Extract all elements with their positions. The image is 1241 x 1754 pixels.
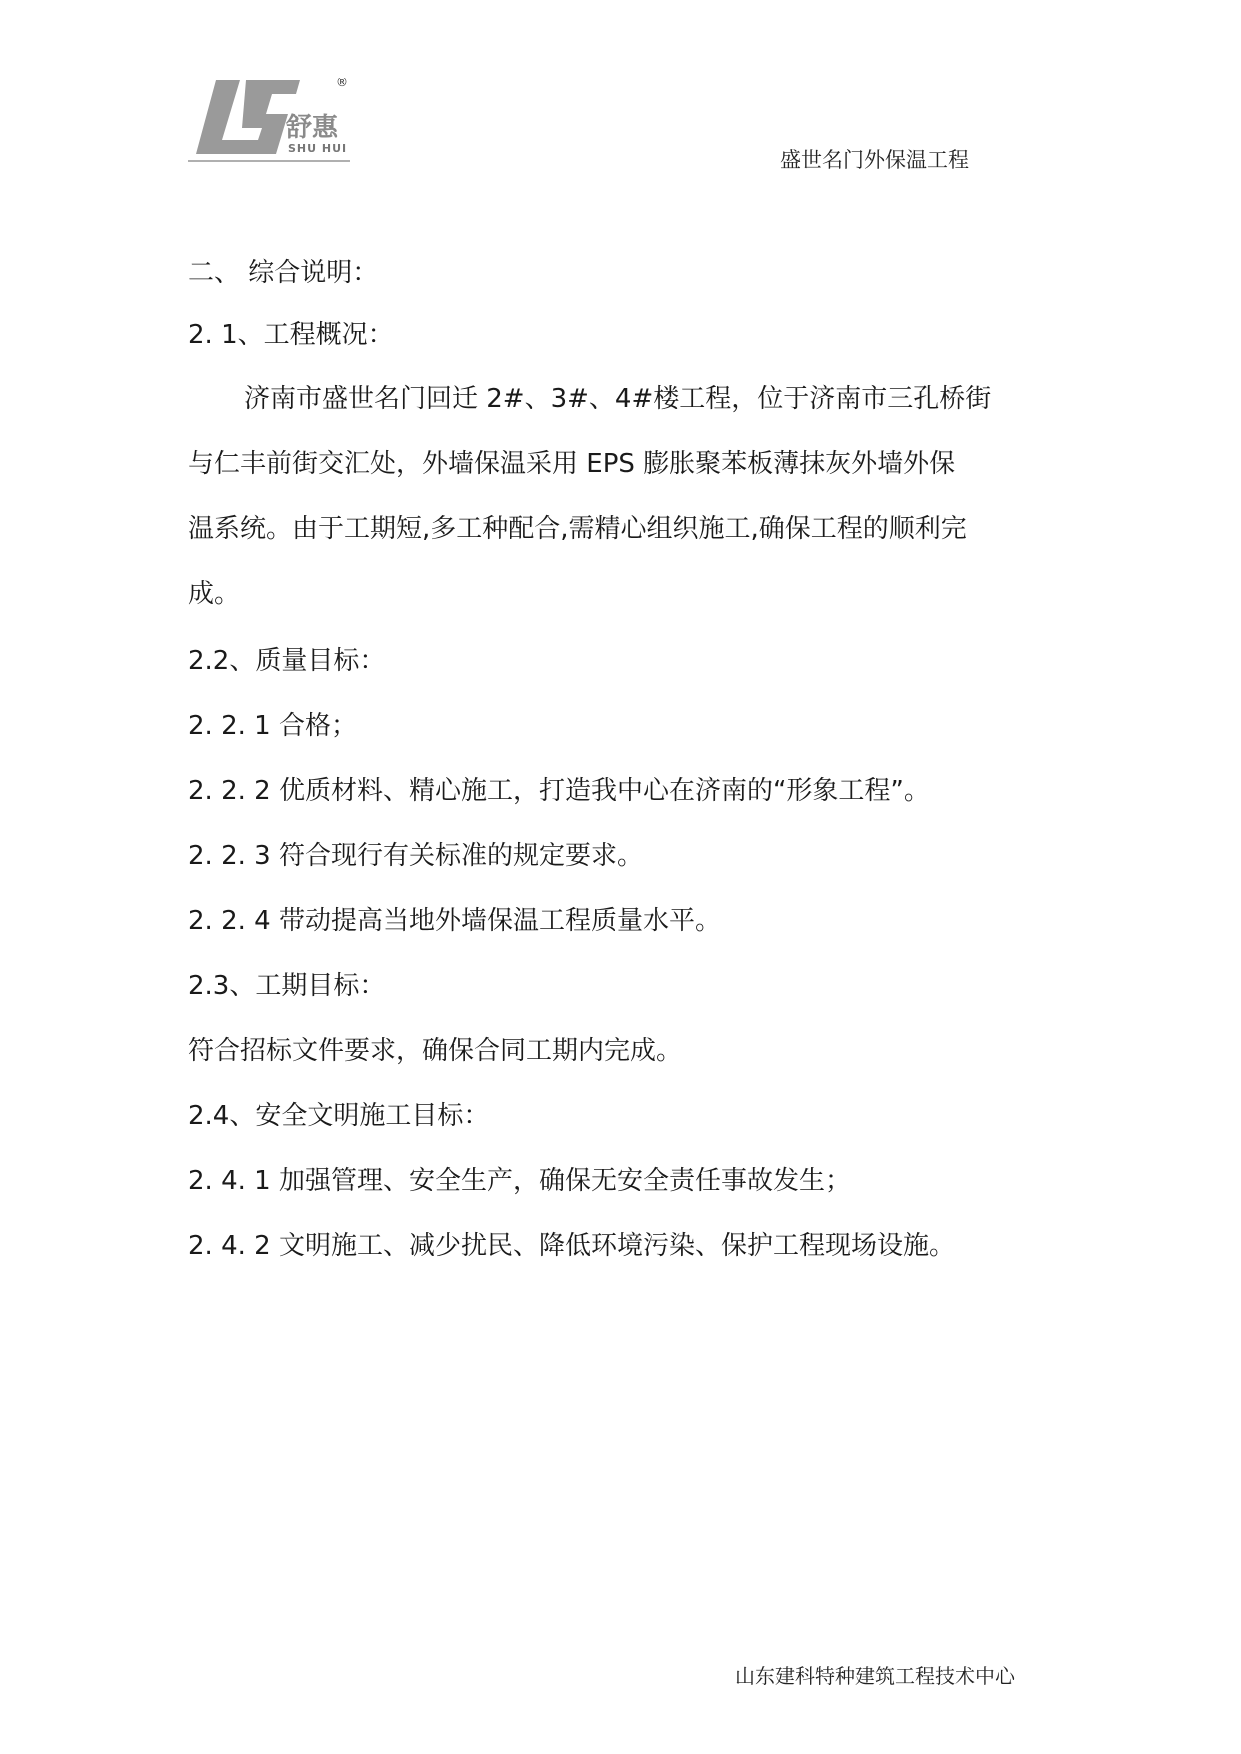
section-2-1-heading: 2. 1、工程概况： (188, 320, 394, 350)
logo-underline (188, 160, 350, 162)
overview-line-2: 与仁丰前街交汇处，外墙保温采用 EPS 膨胀聚苯板薄抹灰外墙外保 (188, 449, 956, 479)
item-2-2-4: 2. 2. 4 带动提高当地外墙保温工程质量水平。 (188, 906, 721, 936)
section-heading: 二、 综合说明： (188, 258, 379, 288)
overview-line-4: 成。 (188, 579, 241, 609)
section-2-4-heading: 2.4、安全文明施工目标： (188, 1101, 490, 1131)
item-2-4-2: 2. 4. 2 文明施工、减少扰民、降低环境污染、保护工程现场设施。 (188, 1231, 955, 1261)
project-title: 盛世名门外保温工程 (780, 148, 969, 172)
item-2-4-1: 2. 4. 1 加强管理、安全生产，确保无安全责任事故发生； (188, 1166, 851, 1196)
section-2-3-heading: 2.3、工期目标： (188, 971, 386, 1001)
overview-line-3: 温系统。由于工期短,多工种配合,需精心组织施工,确保工程的顺利完 (188, 514, 967, 544)
company-logo (188, 78, 358, 168)
item-2-2-3: 2. 2. 3 符合现行有关标准的规定要求。 (188, 841, 643, 871)
item-2-2-2: 2. 2. 2 优质材料、精心施工，打造我中心在济南的“形象工程”。 (188, 776, 930, 806)
section-2-2-heading: 2.2、质量目标： (188, 646, 386, 676)
logo-cn-text: 舒惠 (286, 113, 339, 143)
logo-registered-mark: ® (336, 78, 348, 89)
schedule-goal-text: 符合招标文件要求，确保合同工期内完成。 (188, 1036, 683, 1066)
logo-en-text: SHU HUI (288, 142, 348, 155)
item-2-2-1: 2. 2. 1 合格； (188, 711, 357, 741)
footer-organization: 山东建科特种建筑工程技术中心 (735, 1664, 1015, 1688)
overview-line-1: 济南市盛世名门回迁 2#、3#、4#楼工程，位于济南市三孔桥街 (244, 384, 992, 414)
